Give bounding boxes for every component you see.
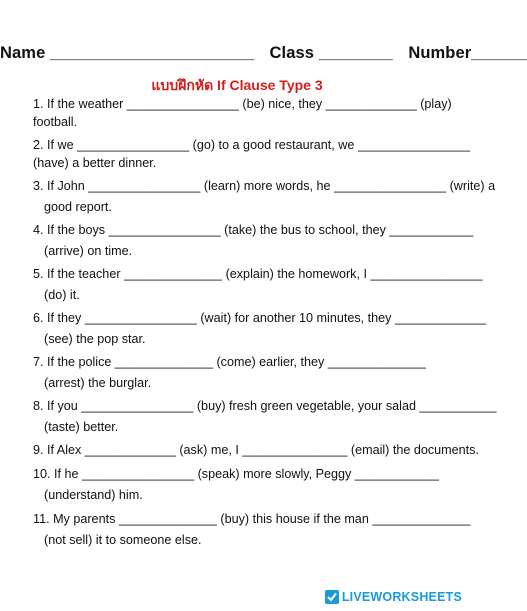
question-11-cont: (not sell) it to someone else. <box>44 533 202 547</box>
name-blank[interactable]: ______________________ <box>50 44 255 62</box>
question-5-cont: (do) it. <box>44 288 80 302</box>
question-6: 6. If they ________________ (wait) for another 10 minutes, they _____________ <box>33 311 487 325</box>
question-9: 9. If Alex _____________ (ask) me, I _______________ (email) the documents. <box>33 443 479 457</box>
question-10-cont: (understand) him. <box>44 488 143 502</box>
class-blank[interactable]: ________ <box>318 44 393 62</box>
question-3-cont: good report. <box>44 200 112 214</box>
liveworksheets-logo-icon <box>325 590 339 604</box>
question-5: 5. If the teacher ______________ (explain) the homework, I ________________ <box>33 267 483 281</box>
question-4: 4. If the boys ________________ (take) the bus to school, they ____________ <box>33 223 474 237</box>
question-8: 8. If you ________________ (buy) fresh green vegetable, your salad ___________ <box>33 399 497 413</box>
question-4-cont: (arrive) on time. <box>44 244 133 258</box>
class-label: Class <box>269 44 315 62</box>
question-7: 7. If the police ______________ (come) earlier, they ______________ <box>33 355 426 369</box>
question-11: 11. My parents ______________ (buy) this house if the man ______________ <box>33 512 471 526</box>
worksheet-title: แบบฝึกหัด If Clause Type 3 <box>151 77 323 93</box>
question-8-cont: (taste) better. <box>44 420 119 434</box>
question-6-cont: (see) the pop star. <box>44 332 146 346</box>
number-blank[interactable]: ______ <box>471 44 527 62</box>
question-1-cont: football. <box>33 115 78 129</box>
question-2: 2. If we ________________ (go) to a good restaurant, we ________________ <box>33 138 470 152</box>
question-2-cont: (have) a better dinner. <box>33 156 157 170</box>
question-7-cont: (arrest) the burglar. <box>44 376 152 390</box>
number-label: Number <box>408 44 472 62</box>
name-label: Name <box>0 44 46 62</box>
question-1: 1. If the weather ________________ (be) nice, they _____________ (play) <box>33 97 452 111</box>
question-10: 10. If he ________________ (speak) more slowly, Peggy ____________ <box>33 467 439 481</box>
student-info-header <box>0 44 527 63</box>
liveworksheets-logo <box>325 589 462 605</box>
liveworksheets-logo-text: LIVEWORKSHEETS <box>341 590 462 604</box>
question-3: 3. If John ________________ (learn) more words, he ________________ (write) a <box>33 179 496 193</box>
